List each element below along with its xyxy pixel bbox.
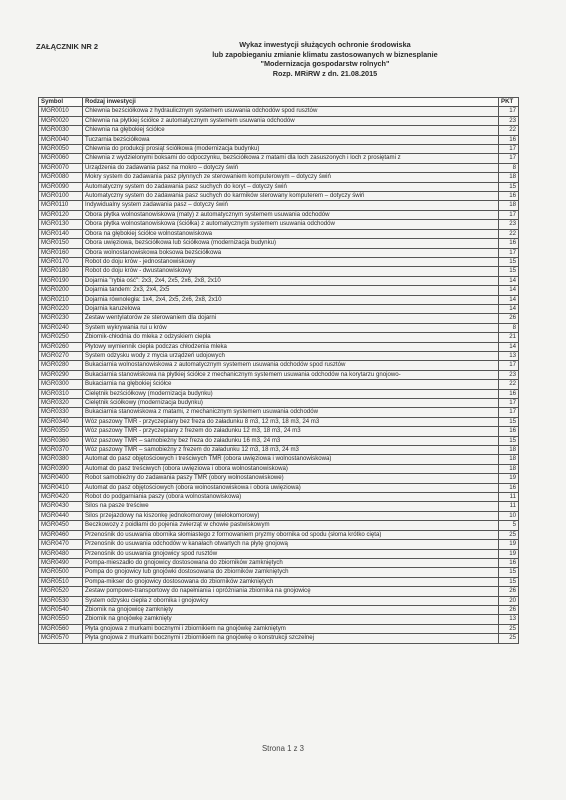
table-row <box>39 116 519 125</box>
cell-points: 13 <box>499 351 519 360</box>
cell-symbol: MGR0510 <box>39 577 83 586</box>
cell-symbol: MGR0240 <box>39 323 83 332</box>
cell-investment-type: Obora wolnostanowiskowa boksowa bezściółkowa <box>83 248 499 257</box>
table-row <box>39 351 519 360</box>
cell-points: 18 <box>499 173 519 182</box>
cell-points: 16 <box>499 135 519 144</box>
table-row <box>39 417 519 426</box>
cell-symbol: MGR0500 <box>39 568 83 577</box>
cell-points: 15 <box>499 568 519 577</box>
cell-symbol: MGR0390 <box>39 464 83 473</box>
cell-symbol: MGR0040 <box>39 135 83 144</box>
cell-points: 26 <box>499 314 519 323</box>
cell-investment-type: Silos na pasze treściwe <box>83 502 499 511</box>
table-row <box>39 342 519 351</box>
table-row <box>39 427 519 436</box>
table-row <box>39 389 519 398</box>
cell-investment-type: Bukaciarnia na głębokiej ściółce <box>83 380 499 389</box>
cell-symbol: MGR0380 <box>39 455 83 464</box>
cell-investment-type: Wóz paszowy TMR - przyczepiany z frezem do załadunku 12 m3, 18 m3, 24 m3 <box>83 427 499 436</box>
cell-symbol: MGR0170 <box>39 257 83 266</box>
cell-points: 19 <box>499 540 519 549</box>
cell-points: 15 <box>499 182 519 191</box>
cell-investment-type: Wóz paszowy TMR – samobieżny bez freza do załadunku 16 m3, 24 m3 <box>83 436 499 445</box>
cell-symbol: MGR0160 <box>39 248 83 257</box>
table-row <box>39 145 519 154</box>
cell-investment-type: Robot samobieżny do zadawania paszy TMR (obory wolnostanowiskowe) <box>83 474 499 483</box>
cell-symbol: MGR0330 <box>39 408 83 417</box>
table-row <box>39 483 519 492</box>
cell-points: 19 <box>499 549 519 558</box>
table-row <box>39 577 519 586</box>
cell-symbol: MGR0340 <box>39 417 83 426</box>
table-row <box>39 333 519 342</box>
cell-points: 14 <box>499 276 519 285</box>
cell-investment-type: Mokry system do zadawania pasz płynnych ze sterowaniem komputerowym – dotyczy świń <box>83 173 499 182</box>
table-row <box>39 568 519 577</box>
cell-points: 16 <box>499 192 519 201</box>
cell-symbol: MGR0520 <box>39 587 83 596</box>
table-row <box>39 605 519 614</box>
cell-investment-type: Obora płytka wolnostanowiskowa (maty) z automatycznym systemem usuwania odchodów <box>83 210 499 219</box>
cell-points: 13 <box>499 615 519 624</box>
cell-points: 14 <box>499 295 519 304</box>
cell-points: 17 <box>499 408 519 417</box>
cell-investment-type: Pompa-mikser do gnojowicy dostosowana do zbiorników zamkniętych <box>83 577 499 586</box>
table-row <box>39 521 519 530</box>
cell-symbol: MGR0450 <box>39 521 83 530</box>
table-row <box>39 107 519 116</box>
cell-investment-type: Automat do pasz objętościowych (obora wolnostanowiskowa i obora uwięziowa) <box>83 483 499 492</box>
table-row <box>39 596 519 605</box>
cell-investment-type: System odzysku ciepła z obornika i gnojowicy <box>83 596 499 605</box>
cell-points: 18 <box>499 455 519 464</box>
cell-investment-type: System odzysku wody z mycia urządzeń udojowych <box>83 351 499 360</box>
annex-label: ZAŁĄCZNIK NR 2 <box>36 42 99 51</box>
cell-investment-type: System wykrywania rui u krów <box>83 323 499 332</box>
table-row <box>39 201 519 210</box>
cell-investment-type: Automatyczny system do zadawania pasz suchych do karmików sterowany komputerem – dotyczy świń <box>83 192 499 201</box>
cell-investment-type: Chlewnia na głębokiej ściółce <box>83 126 499 135</box>
table-row <box>39 295 519 304</box>
cell-points: 16 <box>499 483 519 492</box>
cell-symbol: MGR0120 <box>39 210 83 219</box>
cell-symbol: MGR0150 <box>39 239 83 248</box>
cell-points: 17 <box>499 210 519 219</box>
cell-investment-type: Płytowy wymiennik ciepła podczas chłodzenia mleka <box>83 342 499 351</box>
cell-points: 18 <box>499 201 519 210</box>
cell-symbol: MGR0360 <box>39 436 83 445</box>
cell-investment-type: Robot do podgarniania paszy (obora wolnostanowiskowa) <box>83 493 499 502</box>
cell-symbol: MGR0400 <box>39 474 83 483</box>
cell-symbol: MGR0130 <box>39 220 83 229</box>
cell-points: 16 <box>499 558 519 567</box>
table-row <box>39 173 519 182</box>
table-row <box>39 587 519 596</box>
cell-investment-type: Bukaciarnia wolnostanowiskowa z automatycznym systemem usuwania odchodów spod rusztów <box>83 361 499 370</box>
table-row <box>39 436 519 445</box>
table-row <box>39 615 519 624</box>
cell-symbol: MGR0140 <box>39 229 83 238</box>
table-row <box>39 257 519 266</box>
cell-points: 22 <box>499 380 519 389</box>
cell-points: 16 <box>499 427 519 436</box>
table-row <box>39 154 519 163</box>
cell-symbol: MGR0090 <box>39 182 83 191</box>
cell-investment-type: Pompa do gnojowicy lub gnojówki dostosowana do zbiorników zamkniętych <box>83 568 499 577</box>
cell-investment-type: Pompa-mieszadło do gnojowicy dostosowana do zbiorników zamkniętych <box>83 558 499 567</box>
cell-investment-type: Obora na głębokiej ściółce wolnostanowiskowa <box>83 229 499 238</box>
cell-investment-type: Przenośnik do usuwania gnojowicy spod rusztów <box>83 549 499 558</box>
cell-investment-type: Przenośnik do usuwania obornika słomiastego z formowaniem pryzmy obornika od spodu (słoma krótko cięta) <box>83 530 499 539</box>
cell-symbol: MGR0540 <box>39 605 83 614</box>
cell-investment-type: Zbiornik na gnojówkę zamknięty <box>83 615 499 624</box>
cell-symbol: MGR0530 <box>39 596 83 605</box>
cell-investment-type: Automat do pasz treściwych (obora uwięziowa i obora wolnostanowiskowa) <box>83 464 499 473</box>
cell-points: 11 <box>499 502 519 511</box>
table-row <box>39 474 519 483</box>
cell-points: 25 <box>499 530 519 539</box>
cell-points: 17 <box>499 361 519 370</box>
table-row <box>39 163 519 172</box>
cell-symbol: MGR0490 <box>39 558 83 567</box>
cell-investment-type: Przenośnik do usuwania odchodów w kanałach otwartych na płytę gnojową <box>83 540 499 549</box>
table-row <box>39 135 519 144</box>
table-row <box>39 192 519 201</box>
table-header-row <box>39 98 519 107</box>
title-line: lub zapobieganiu zmianie klimatu zastosowanych w biznesplanie <box>212 49 438 59</box>
table-row <box>39 511 519 520</box>
cell-symbol: MGR0100 <box>39 192 83 201</box>
cell-symbol: MGR0250 <box>39 333 83 342</box>
column-header-points: PKT <box>499 98 519 107</box>
cell-investment-type: Obora uwięziowa, bezściółkowa lub ściółkowa (modernizacja budynku) <box>83 239 499 248</box>
cell-investment-type: Wóz paszowy TMR – samobieżny z frezem do załadunku 12 m3, 18 m3, 24 m3 <box>83 446 499 455</box>
cell-investment-type: Automatyczny system do zadawania pasz suchych do koryt – dotyczy świń <box>83 182 499 191</box>
table-row <box>39 558 519 567</box>
cell-points: 15 <box>499 257 519 266</box>
cell-symbol: MGR0270 <box>39 351 83 360</box>
cell-points: 14 <box>499 342 519 351</box>
cell-symbol: MGR0470 <box>39 540 83 549</box>
cell-points: 18 <box>499 464 519 473</box>
cell-symbol: MGR0190 <box>39 276 83 285</box>
cell-points: 5 <box>499 521 519 530</box>
cell-symbol: MGR0080 <box>39 173 83 182</box>
investment-table <box>38 97 519 644</box>
cell-investment-type: Chlewnia do produkcji prosiąt ściółkowa (modernizacja budynku) <box>83 145 499 154</box>
table-row <box>39 220 519 229</box>
cell-investment-type: Dojarnia karuzelowa <box>83 304 499 313</box>
cell-points: 23 <box>499 116 519 125</box>
table-row <box>39 634 519 643</box>
cell-points: 10 <box>499 511 519 520</box>
cell-symbol: MGR0010 <box>39 107 83 116</box>
cell-symbol: MGR0480 <box>39 549 83 558</box>
table-row <box>39 323 519 332</box>
table-row <box>39 267 519 276</box>
cell-points: 22 <box>499 229 519 238</box>
cell-investment-type: Indywidualny system zadawania pasz – dotyczy świń <box>83 201 499 210</box>
cell-investment-type: Tuczarnia bezściółkowa <box>83 135 499 144</box>
cell-investment-type: Bukaciarnia stanowiskowa z matami, z mechanicznym systemem usuwania odchodów <box>83 408 499 417</box>
cell-points: 23 <box>499 220 519 229</box>
cell-symbol: MGR0310 <box>39 389 83 398</box>
cell-symbol: MGR0350 <box>39 427 83 436</box>
cell-symbol: MGR0020 <box>39 116 83 125</box>
table-row <box>39 210 519 219</box>
cell-symbol: MGR0260 <box>39 342 83 351</box>
document-title <box>160 40 490 78</box>
cell-investment-type: Silos przejazdowy na kiszonkę jednokomorowy (wielokomorowy) <box>83 511 499 520</box>
cell-investment-type: Cielętnik ściółkowy (modernizacja budynku) <box>83 399 499 408</box>
cell-symbol: MGR0180 <box>39 267 83 276</box>
cell-symbol: MGR0550 <box>39 615 83 624</box>
cell-investment-type: Chlewnia z wydzielonymi boksami do odpoczynku, bezściółkowa z matami dla loch zasuszonych i loch z prosiętami z <box>83 154 499 163</box>
cell-points: 22 <box>499 126 519 135</box>
cell-points: 8 <box>499 323 519 332</box>
cell-points: 25 <box>499 624 519 633</box>
cell-investment-type: Płyta gnojowa z murkami bocznymi i zbiornikiem na gnojówkę zamkniętym <box>83 624 499 633</box>
cell-investment-type: Beczkowozy z poidłami do pojenia zwierząt w chowie pastwiskowym <box>83 521 499 530</box>
cell-investment-type: Zbiornik-chłodnia do mleka z odzyskiem ciepła <box>83 333 499 342</box>
table-row <box>39 549 519 558</box>
cell-symbol: MGR0290 <box>39 370 83 379</box>
title-line: Wykaz inwestycji służących ochronie środowiska <box>239 40 411 49</box>
cell-points: 11 <box>499 493 519 502</box>
cell-points: 16 <box>499 389 519 398</box>
cell-investment-type: Dojarnia równoległa: 1x4, 2x4, 2x5, 2x6, 2x8, 2x10 <box>83 295 499 304</box>
table-row <box>39 126 519 135</box>
table-row <box>39 540 519 549</box>
cell-symbol: MGR0060 <box>39 154 83 163</box>
cell-points: 15 <box>499 267 519 276</box>
cell-symbol: MGR0030 <box>39 126 83 135</box>
table-row <box>39 446 519 455</box>
cell-points: 17 <box>499 154 519 163</box>
cell-symbol: MGR0220 <box>39 304 83 313</box>
cell-points: 20 <box>499 596 519 605</box>
cell-points: 26 <box>499 605 519 614</box>
column-header-symbol: Symbol <box>39 98 83 107</box>
cell-points: 16 <box>499 239 519 248</box>
table-row <box>39 399 519 408</box>
table-row <box>39 624 519 633</box>
cell-investment-type: Płyta gnojowa z murkami bocznymi i zbiornikiem na gnojówkę o konstrukcji szczelnej <box>83 634 499 643</box>
table-row <box>39 229 519 238</box>
cell-investment-type: Obora płytka wolnostanowiskowa (ściółka) z automatycznym systemem usuwania odchodów <box>83 220 499 229</box>
cell-points: 14 <box>499 304 519 313</box>
cell-symbol: MGR0320 <box>39 399 83 408</box>
cell-symbol: MGR0110 <box>39 201 83 210</box>
cell-investment-type: Robot do doju krów - jednostanowiskowy <box>83 257 499 266</box>
table-row <box>39 493 519 502</box>
cell-points: 19 <box>499 474 519 483</box>
cell-symbol: MGR0200 <box>39 286 83 295</box>
table-row <box>39 314 519 323</box>
cell-points: 18 <box>499 446 519 455</box>
cell-investment-type: Zbiornik na gnojowicę zamknięty <box>83 605 499 614</box>
table-row <box>39 304 519 313</box>
cell-investment-type: Cielętnik bezściółkowy (modernizacja budynku) <box>83 389 499 398</box>
cell-points: 14 <box>499 286 519 295</box>
table-row <box>39 464 519 473</box>
title-line: "Modernizacja gospodarstw rolnych" <box>260 59 390 69</box>
column-header-type: Rodzaj inwestycji <box>83 98 499 107</box>
cell-symbol: MGR0300 <box>39 380 83 389</box>
cell-points: 25 <box>499 634 519 643</box>
cell-points: 23 <box>499 370 519 379</box>
cell-symbol: MGR0440 <box>39 511 83 520</box>
cell-symbol: MGR0420 <box>39 493 83 502</box>
table-row <box>39 408 519 417</box>
cell-investment-type: Dojarnia tandem: 2x3, 2x4, 2x5 <box>83 286 499 295</box>
cell-points: 8 <box>499 163 519 172</box>
cell-investment-type: Zestaw pompowo-transportowy do napełniania i opróżniania zbiornika na gnojowicę <box>83 587 499 596</box>
cell-points: 15 <box>499 417 519 426</box>
cell-investment-type: Urządzenia do zadawania pasz na mokro – dotyczy świń <box>83 163 499 172</box>
cell-investment-type: Automat do pasz objętościowych i treściwych TMR (obora uwięziowa i wolnostanowiskowa) <box>83 455 499 464</box>
table-row <box>39 248 519 257</box>
cell-points: 15 <box>499 577 519 586</box>
cell-investment-type: Robot do doju krów - dwustanowiskowy <box>83 267 499 276</box>
table-row <box>39 239 519 248</box>
cell-points: 17 <box>499 145 519 154</box>
cell-investment-type: Bukaciarnia stanowiskowa na płytkiej ściółce z mechanicznym systemem usuwania odchodów na korytarzu gnojowo- <box>83 370 499 379</box>
cell-symbol: MGR0210 <box>39 295 83 304</box>
cell-symbol: MGR0050 <box>39 145 83 154</box>
table-row <box>39 380 519 389</box>
cell-symbol: MGR0070 <box>39 163 83 172</box>
cell-points: 21 <box>499 333 519 342</box>
cell-symbol: MGR0280 <box>39 361 83 370</box>
table-row <box>39 455 519 464</box>
table-row <box>39 361 519 370</box>
cell-points: 15 <box>499 436 519 445</box>
cell-investment-type: Chlewnia na płytkiej ściółce z automatycznym systemem usuwania odchodów <box>83 116 499 125</box>
cell-points: 17 <box>499 399 519 408</box>
title-line: Rozp. MRiRW z dn. 21.08.2015 <box>272 68 378 78</box>
cell-investment-type: Wóz paszowy TMR - przyczepiany bez freza do załadunku 8 m3, 12 m3, 18 m3, 24 m3 <box>83 417 499 426</box>
page-number: Strona 1 z 3 <box>261 744 305 753</box>
cell-symbol: MGR0560 <box>39 624 83 633</box>
table-row <box>39 286 519 295</box>
cell-symbol: MGR0410 <box>39 483 83 492</box>
table-row <box>39 502 519 511</box>
cell-points: 17 <box>499 248 519 257</box>
table-row <box>39 182 519 191</box>
cell-investment-type: Zestaw wentylatorów ze sterowaniem dla dojarni <box>83 314 499 323</box>
cell-symbol: MGR0570 <box>39 634 83 643</box>
cell-investment-type: Chlewnia bezściółkowa z hydraulicznym systemem usuwania odchodów spod rusztów <box>83 107 499 116</box>
cell-symbol: MGR0430 <box>39 502 83 511</box>
cell-symbol: MGR0370 <box>39 446 83 455</box>
cell-points: 17 <box>499 107 519 116</box>
table-row <box>39 370 519 379</box>
table-row <box>39 530 519 539</box>
cell-symbol: MGR0230 <box>39 314 83 323</box>
cell-symbol: MGR0460 <box>39 530 83 539</box>
table-row <box>39 276 519 285</box>
cell-points: 26 <box>499 587 519 596</box>
cell-investment-type: Dojarnia "rybia ość": 2x3, 2x4, 2x5, 2x6, 2x8, 2x10 <box>83 276 499 285</box>
